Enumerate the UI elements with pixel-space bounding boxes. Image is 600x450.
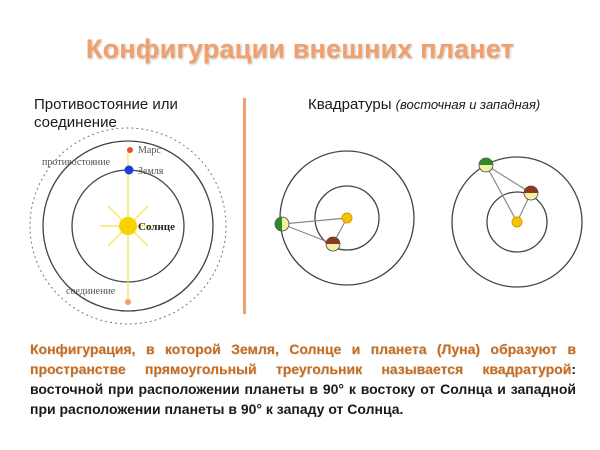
opposition-conjunction-diagram: [30, 128, 226, 324]
definition-highlight: Конфигурация, в которой Земля, Солнце и планета (Луна) образуют в пространстве прямоугольный треугольник называется квадратурой: [30, 341, 576, 377]
sun-icon: [512, 217, 522, 227]
slide-title: Конфигурации внешних планет: [85, 34, 515, 64]
opposition-label: противостояние: [42, 157, 111, 168]
sun-label: Солнце: [138, 221, 176, 233]
quadrature-heading-note: (восточная и западная): [395, 97, 541, 112]
sun-icon: [342, 213, 352, 223]
definition-paragraph: [30, 339, 576, 419]
line-earth-sun-2: [486, 165, 517, 222]
opposition-conjunction-heading: Противостояние или соединение: [34, 96, 178, 131]
quadrature-heading-main: Квадратуры: [308, 96, 392, 113]
mars-marker: [127, 147, 133, 153]
sun-icon: [119, 217, 137, 235]
planet-brown-2: [524, 186, 538, 200]
earth-marker: [125, 166, 134, 175]
planet-green-2: [479, 158, 493, 172]
line-earth-planet-2: [486, 165, 531, 193]
planet-green-1: [275, 217, 289, 231]
conjunction-planet-marker: [125, 299, 131, 305]
planet-brown-1: [326, 237, 340, 251]
definition-rest: : восточной при расположении планеты в 90° к востоку от Солнца и западной при расположении планеты в 90° к западу от Солнца.: [30, 361, 576, 417]
quadrature-diagram-2: [452, 157, 582, 287]
conjunction-label: соединение: [66, 286, 116, 297]
earth-label: Земля: [138, 166, 164, 177]
mars-label: Марс: [138, 145, 161, 156]
quadrature-diagram-1: [275, 151, 414, 285]
line-earth-planet-1: [282, 224, 333, 244]
